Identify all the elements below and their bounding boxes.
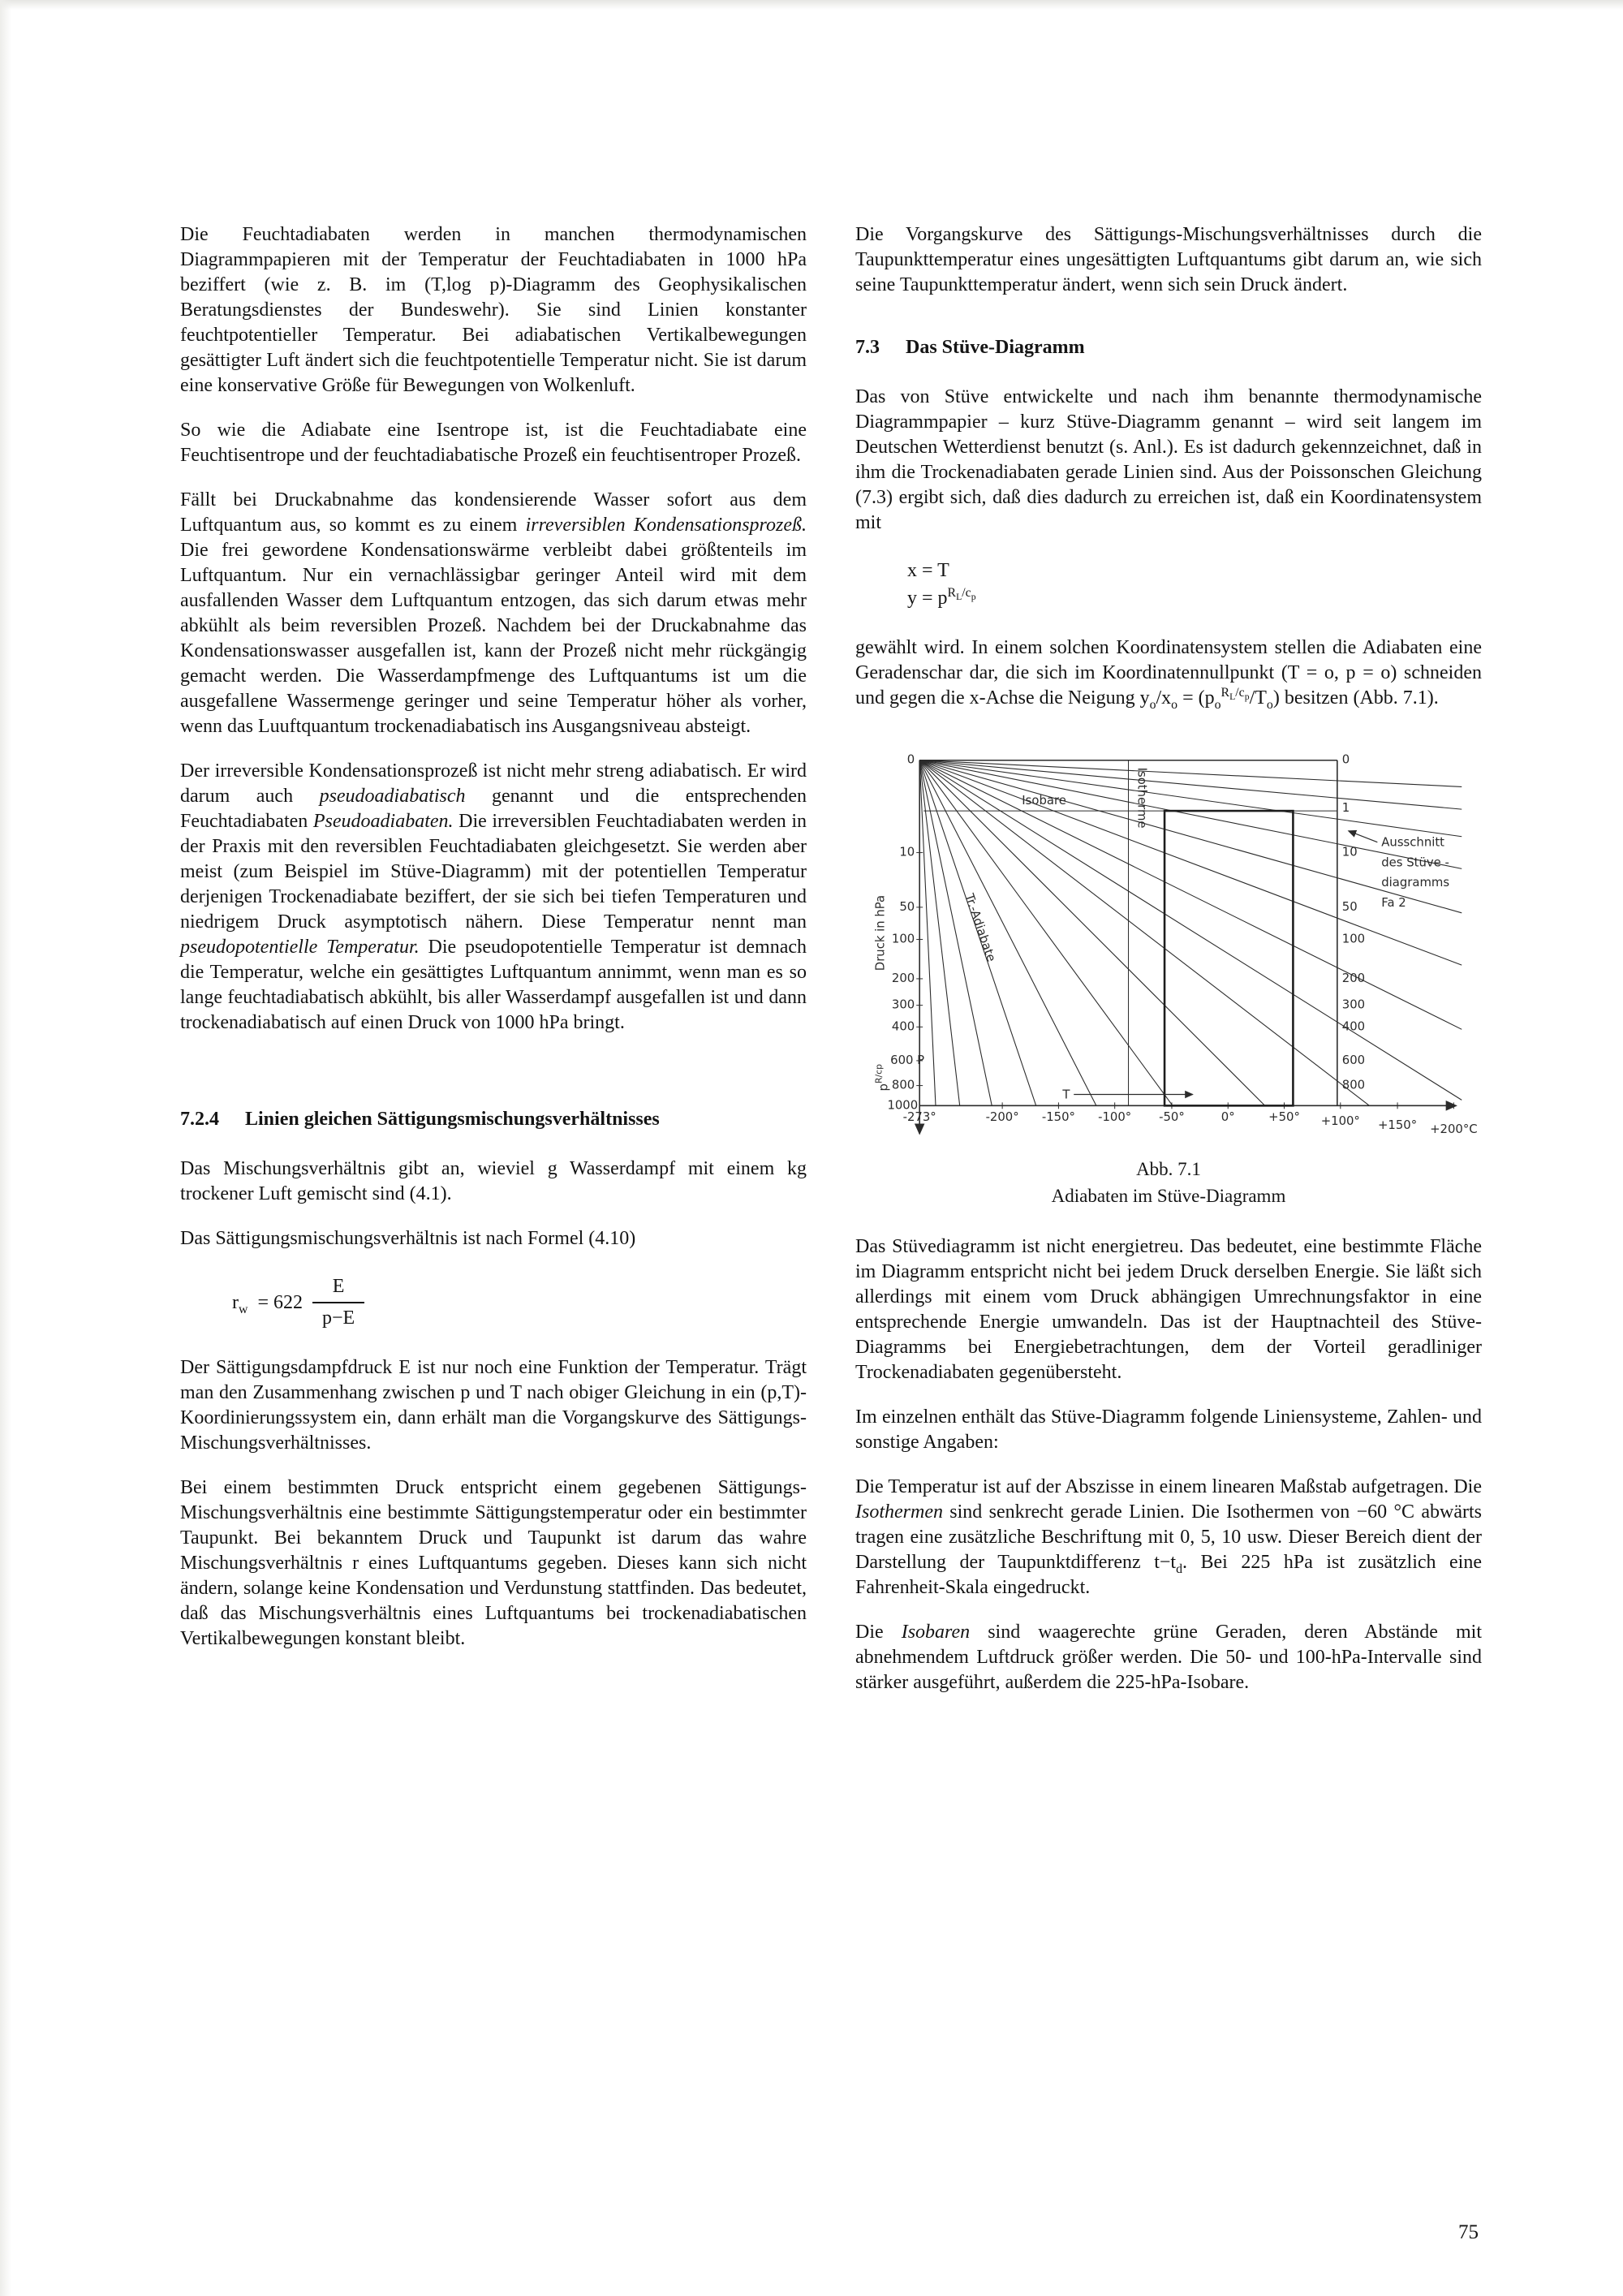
svg-text:400: 400 [1341, 1019, 1366, 1034]
heading-title: Das Stüve-Diagramm [906, 337, 1085, 358]
italic-term: Isobaren [901, 1621, 971, 1643]
svg-text:+100°: +100° [1320, 1114, 1360, 1129]
svg-text:50: 50 [899, 899, 915, 914]
right-column [855, 222, 1482, 1715]
para-vorgangskurve: Die Vorgangskurve des Sättigungs-Mischungsverhältnisses durch die Taupunkttemperatur eines ungesättigten Luftquantums gibt darum an, wie sich seine Taupunkttemperatur ändert, wenn sich sein Druck ändert. [855, 224, 1482, 295]
formula-line-y [907, 586, 1482, 611]
svg-text:300: 300 [1341, 997, 1366, 1012]
stuve-diagram [855, 740, 1482, 1146]
svg-text:100: 100 [891, 932, 915, 946]
italic-term: Isothermen [855, 1501, 943, 1523]
text-run: Die [855, 1621, 902, 1643]
heading-title: Linien gleichen Sättigungsmischungsverhältnisses [245, 1109, 660, 1130]
figure-caption-label: Abb. 7.1 [1136, 1158, 1201, 1179]
formula-saturation-mixing-ratio [232, 1274, 807, 1331]
formula-coordinate-system [907, 558, 1482, 611]
svg-text:+50°: +50° [1268, 1110, 1300, 1125]
exponent-c: /c [962, 586, 971, 600]
para-neigung [855, 635, 1482, 711]
svg-text:1: 1 [1341, 801, 1350, 816]
pressure-axis-label: Druck in hPa [873, 894, 888, 971]
svg-text:400: 400 [891, 1019, 915, 1034]
formula-text: x = T [907, 560, 949, 581]
text-run: Die irreversiblen Feuchtadiabaten werden in der Praxis mit den reversiblen Feuchtadiabaten gleichgesetzt. Sie werden aber meist (zum Beispiel im Stüve-Diagramm) mit der potentiellen Temperatur derjenigen Trockenadiabate beziffert, der sie sich bei tiefen Temperaturen und niedrigem Druck asymptotisch nähern. Diese Temperatur nennt man [180, 811, 807, 933]
svg-text:600 P: 600 P [890, 1053, 925, 1067]
right-pressure-ticks [1342, 753, 1365, 1092]
svg-text:300: 300 [891, 997, 915, 1012]
heading-number: 7.3 [855, 337, 880, 358]
para-taupunkt: Bei einem bestimmten Druck entspricht einem gegebenen Sättigungs-Mischungsverhältnis eine bestimmte Sättigungstemperatur oder ein bestimmter Taupunkt. Bei bekanntem Druck und Taupunkt ist darum das wahre Mischungsverhältnis r eines Luftquantums gegeben. Dieses kann sich nicht ändern, solange keine Kondensation und Verdunstung stattfinden. Das bedeutet, daß das Mischungsverhältnis eines Luftquantums bei trockenadiabatischen Vertikalbewegungen konstant bleibt. [180, 1477, 807, 1649]
para-mischungsverhaeltnis: Das Mischungsverhältnis gibt an, wieviel g Wasserdampf mit einem kg trockener Luft gemischt sind (4.1). [180, 1158, 807, 1204]
fraction-denominator: p−E [321, 1307, 355, 1329]
svg-text:10: 10 [899, 845, 915, 859]
text-run: Die frei gewordene Kondensationswärme verbleibt dabei größtenteils im Luftquantum. Nur ein vernachlässigbar geringer Anteil wird mit dem ausfallenden Wasser dem Luftquantum entzogen, das sich darum etwas mehr abkühlt als beim reversiblen Prozeß. Nachdem bei der Druckabnahme das Kondensationswasser ausgefallen ist, kann der Prozeß nicht mehr rückgängig gemacht werden. Die Wasserdampfmenge des Luftquantums ist um die ausgefallene Wassermenge geringer und seine Temperatur höher als vorher, wenn das Luuftquantum trockenadiabatisch ins Ausgangsniveau absteigt. [180, 540, 807, 737]
variable-r: r [232, 1291, 239, 1313]
text-run: gewählt wird. In einem solchen Koordinatensystem stellen die Adiabaten eine Geradenschar dar, die sich im Koordinatennullpunkt (T = o, p = o) schneiden und gegen die x-Achse die Neigung y [855, 637, 1482, 709]
fraction [312, 1274, 364, 1331]
subscript-p: p [971, 592, 976, 603]
text-run: . Bei 225 hPa ist zusätzlich eine Fahrenheit-Skala eingedruckt. [855, 1551, 1483, 1598]
svg-text:600: 600 [1341, 1053, 1366, 1067]
para-feuchtadiabaten: Die Feuchtadiabaten werden in manchen thermodynamischen Diagrammpapieren mit der Temperatur der Feuchtadiabaten in 1000 hPa beziffert (wie z. B. im (T,log p)-Diagramm des Geophysikalischen Beratungsdienstes der Bundeswehr). Sie sind Linien konstanter feuchtpotentieller Temperatur. Bei adiabatischen Vertikalbewegungen gesättigter Luft ändert sich die feuchtpotentielle Temperatur nicht. Sie ist darum eine konservative Größe für Bewegungen von Wolkenluft. [180, 224, 807, 396]
svg-text:+150°: +150° [1377, 1118, 1418, 1133]
figure-caption [855, 1156, 1482, 1210]
subscript-p: p [1244, 691, 1250, 703]
italic-term: pseudoadiabatisch [319, 786, 466, 807]
svg-text:Ausschnitt: Ausschnitt [1381, 835, 1444, 850]
dry-adiabat-label: Tr.-Adiabate [962, 892, 998, 964]
para-pseudoadiabatisch [180, 759, 807, 1036]
subscript-o: o [1266, 697, 1273, 712]
text-run: /x [1156, 687, 1172, 709]
heading-7-2-4 [180, 1107, 807, 1132]
figure-caption-text: Adiabaten im Stüve-Diagramm [1051, 1186, 1286, 1207]
para-feuchtisentrope: So wie die Adiabate eine Isentrope ist, ist die Feuchtadiabate eine Feuchtisentrope und der feuchtadiabatische Prozeß ein feuchtisentroper Prozeß. [180, 420, 807, 466]
svg-text:50: 50 [1341, 899, 1358, 914]
svg-text:-150°: -150° [1041, 1110, 1075, 1125]
para-isothermen [855, 1475, 1482, 1600]
svg-text:800: 800 [1341, 1078, 1366, 1092]
isotherm-label: Isotherme [1134, 767, 1149, 829]
temperature-ticks [903, 1110, 1478, 1136]
svg-text:0: 0 [1341, 752, 1350, 767]
para-liniensysteme: Im einzelnen enthält das Stüve-Diagramm folgende Liniensysteme, Zahlen- und sonstige Angaben: [855, 1406, 1482, 1453]
exponent-R: R [1220, 686, 1230, 700]
svg-text:diagramms: diagramms [1381, 876, 1450, 890]
formula-line-x [907, 558, 1482, 584]
dry-adiabat-fan-lines [919, 760, 1462, 1106]
exponent-c: /c [1235, 686, 1245, 700]
svg-text:800: 800 [891, 1078, 915, 1092]
exponent-group [947, 586, 976, 603]
svg-text:100: 100 [1341, 932, 1366, 946]
svg-text:1000: 1000 [887, 1098, 919, 1113]
figure-abb-7-1 [855, 740, 1482, 1210]
para-stueve-einleitung: Das von Stüve entwickelte und nach ihm benannte thermodynamische Diagrammpapier – kurz Stüve-Diagramm genannt – wird seit langem im Deutschen Wetterdienst benutzt (s. Anl.). Es ist dadurch gekennzeichnet, daß in ihm die Trockenadiabaten gerade Linien sind. Aus der Poissonschen Gleichung (7.3) ergibt sich, daß dies dadurch zu erreichen ist, daß ein Koordinatensystem mit [855, 386, 1482, 533]
subscript-d: d [1176, 1562, 1182, 1576]
isobar-label: Isobare [1022, 794, 1066, 808]
svg-text:200: 200 [891, 971, 915, 985]
annotation-arrow [1349, 831, 1378, 842]
para-saettigungsformel-intro: Das Sättigungsmischungsverhältnis ist nach Formel (4.10) [180, 1228, 636, 1249]
text-run: sind senkrecht gerade Linien. Die Isothermen von −60 °C abwärts tragen eine zusätzliche Beschriftung mit 0, 5, 10 usw. Dieser Bereich dient der Darstellung der Taupunktdifferenz t−t [855, 1501, 1482, 1573]
svg-text:-50°: -50° [1159, 1110, 1185, 1125]
formula-equals-622: = 622 [257, 1291, 303, 1313]
axes [919, 760, 1456, 1134]
italic-term: irreversiblen Kondensationsprozeß. [525, 515, 807, 536]
text-run: Die Temperatur ist auf der Abszisse in einem linearen Maßstab aufgetragen. Die [855, 1475, 1482, 1497]
para-saettigungsdampfdruck: Der Sättigungsdampfdruck E ist nur noch eine Funktion der Temperatur. Trägt man den Zusammenhang zwischen p und T nach obiger Gleichung in ein (p,T)-Koordinierungssystem ein, dann erhält man die Vorgangskurve des Sättigungs-Mischungsverhältnisses. [180, 1357, 807, 1454]
heading-number: 7.2.4 [180, 1109, 219, 1130]
para-isobaren [855, 1620, 1482, 1695]
svg-text:-100°: -100° [1098, 1110, 1132, 1125]
two-column-text [180, 222, 1482, 1715]
pressure-exponent-label: $p^{R/cp}$ [873, 1063, 891, 1092]
text-run: sind waagerechte grüne Geraden, deren Abstände mit abnehmendem Luftdruck größer werden. Die 50- und 100-hPa-Intervalle sind stärker ausgeführt, außerdem die 225-hPa-Isobare. [855, 1621, 1482, 1693]
stueve-cutout-rectangle [1165, 811, 1293, 1105]
subscript-o: o [1149, 697, 1156, 712]
para-irreversibler-prozess [180, 488, 807, 739]
text-run: Der irreversible Kondensationsprozeß ist nicht mehr streng adiabatisch. Er wird darum auch [180, 760, 807, 807]
heading-7-3 [855, 335, 1482, 360]
text-run: = (p [1177, 687, 1215, 709]
left-column [180, 222, 807, 1715]
svg-text:Fa 2: Fa 2 [1381, 895, 1406, 910]
svg-text:+200°C: +200°C [1430, 1122, 1478, 1136]
svg-text:200: 200 [1341, 971, 1366, 985]
formula-lhs [232, 1290, 248, 1316]
subscript-L: L [1229, 691, 1236, 703]
svg-text:10: 10 [1341, 845, 1358, 859]
fraction-numerator: E [312, 1274, 364, 1303]
italic-term: Pseudoadiabaten. [312, 811, 454, 832]
subscript-L: L [956, 592, 962, 603]
subscript-o: o [1214, 697, 1221, 712]
svg-text:-273°: -273° [902, 1110, 936, 1125]
para-energietreu: Das Stüvediagramm ist nicht energietreu. Das bedeutet, eine bestimmte Fläche im Diagramm entspricht nicht bei jedem Druck derselben Energie. Sie läßt sich allerdings mit einem vom Druck abhängigen Umrechnungsfaktor in eine entsprechende Energie umwandeln. Das ist der Hauptnachteil des Stüve-Diagramms bei Energiebetrachtungen, dem der Vorteil geradliniger Trockenadiabaten gegenübersteht. [855, 1235, 1482, 1383]
subscript-w: w [239, 1302, 248, 1316]
exponent-R: R [947, 586, 957, 600]
text-run: ) besitzen (Abb. 7.1). [1272, 687, 1439, 709]
subscript-o: o [1171, 697, 1178, 712]
text-run: Fällt bei Druckabnahme das kondensierende Wasser sofort aus dem Luftquantum aus, so kommt es zu einem [180, 489, 807, 536]
formula-text: y = p [907, 588, 948, 609]
svg-text:0°: 0° [1220, 1110, 1235, 1125]
svg-text:0: 0 [906, 752, 915, 767]
svg-text:des Stüve -: des Stüve - [1381, 855, 1449, 870]
text-run: Die pseudopotentielle Temperatur ist demnach die Temperatur, welche ein gesättigtes Luftquantum annimmt, wenn man es so lange feuchtadiabatisch abkühlt, bis aller Wasserdampf ausgefallen ist und dann trockenadiabatisch auf einen Druck von 1000 hPa bringt. [180, 937, 807, 1033]
exponent-group [1220, 686, 1250, 703]
tick-marks [916, 853, 1453, 1109]
left-pressure-ticks [887, 753, 924, 1113]
text-run: /T [1249, 687, 1267, 709]
italic-term: pseudopotentielle Temperatur. [180, 937, 420, 958]
text-run: genannt und die entsprechenden Feuchtadiabaten [180, 786, 807, 832]
svg-text:-200°: -200° [985, 1110, 1019, 1125]
temperature-axis-label: T [1062, 1088, 1070, 1102]
page-number: 75 [1458, 2221, 1479, 2243]
cutout-annotation [1381, 836, 1449, 910]
